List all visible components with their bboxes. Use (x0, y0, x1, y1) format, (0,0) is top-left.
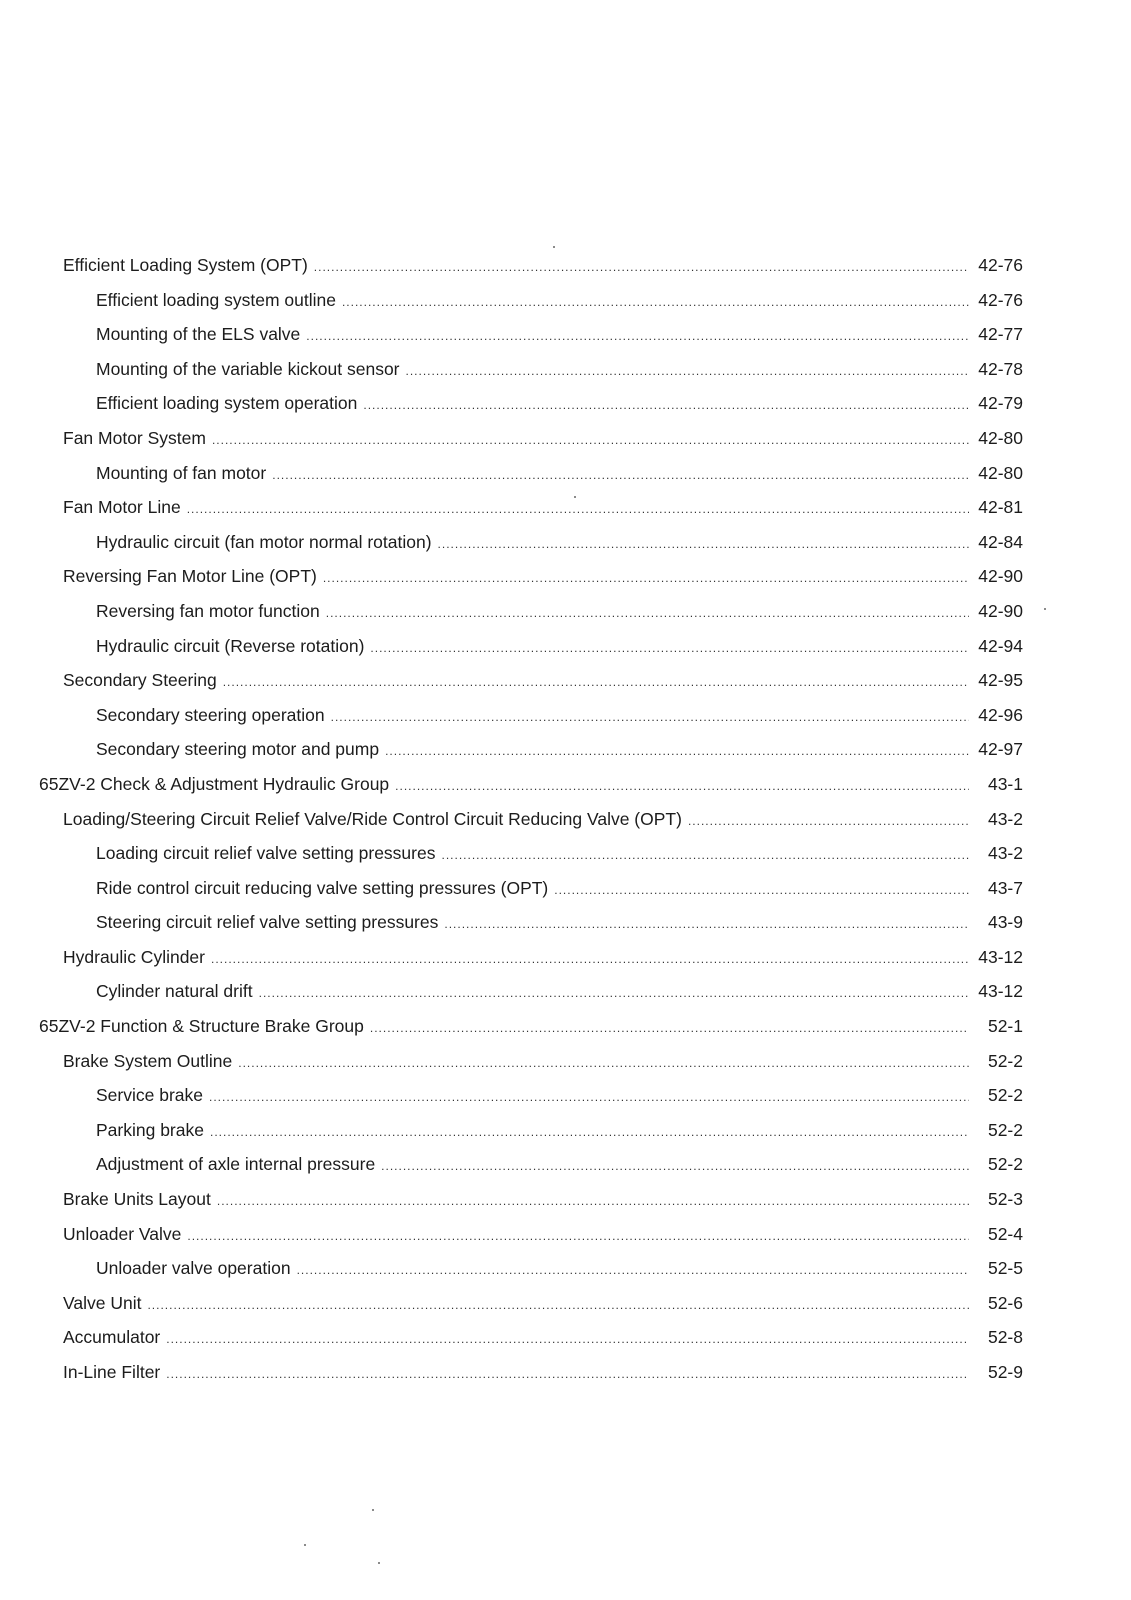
toc-entry (0, 386, 1131, 421)
toc-entry-title: Fan Motor System (63, 427, 206, 448)
toc-entry-title: Reversing Fan Motor Line (OPT) (63, 566, 317, 587)
dot-leader (342, 285, 969, 320)
toc-entry-title: Mounting of the ELS valve (96, 324, 301, 345)
toc-entry (0, 559, 1131, 594)
toc-entry-page: 42-79 (978, 393, 1023, 414)
toc-entry (0, 974, 1131, 1009)
dot-leader (166, 1357, 969, 1392)
toc-entry (0, 871, 1131, 906)
scan-speck (574, 496, 576, 498)
toc-entry-page: 43-7 (987, 877, 1023, 898)
toc-entry (0, 317, 1131, 352)
dot-leader (187, 492, 969, 527)
toc-entry (0, 1182, 1131, 1217)
toc-entry (0, 594, 1131, 629)
dot-leader (326, 596, 969, 631)
dot-leader (363, 388, 969, 423)
dot-leader (370, 1011, 969, 1046)
toc-entry-title: Steering circuit relief valve setting pressures (96, 912, 439, 933)
toc-entry-page: 42-76 (978, 255, 1023, 275)
toc-entry-page: 42-81 (978, 497, 1023, 518)
toc-entry-title: Fan Motor Line (63, 497, 181, 518)
toc-entry-title: Reversing fan motor function (96, 600, 320, 621)
toc-entry (0, 1009, 1131, 1044)
dot-leader (147, 1288, 969, 1323)
toc-entry (0, 1251, 1131, 1286)
toc-entry-page: 43-2 (987, 843, 1023, 864)
toc-entry-page: 52-2 (987, 1119, 1023, 1140)
toc-entry-title: Brake System Outline (63, 1050, 233, 1071)
toc-entry-title: Mounting of the variable kickout sensor (96, 358, 400, 379)
toc-entry-title: Efficient loading system outline (96, 289, 336, 310)
toc-entry (0, 1286, 1131, 1321)
toc-entry-page: 42-84 (978, 531, 1023, 552)
toc-entry-page: 42-76 (978, 289, 1023, 310)
toc-entry-page: 52-3 (987, 1189, 1023, 1210)
scan-speck (378, 1562, 380, 1564)
dot-leader (444, 907, 969, 942)
toc-entry-page: 52-9 (987, 1362, 1023, 1382)
toc-entry (0, 456, 1131, 491)
toc-entry-page: 52-2 (987, 1154, 1023, 1175)
toc-entry-page: 42-77 (978, 324, 1023, 345)
dot-leader (223, 665, 969, 700)
toc-entry-title: Service brake (96, 1085, 203, 1106)
toc-entry-page: 42-78 (978, 358, 1023, 379)
dot-leader (166, 1322, 969, 1357)
toc-entry (0, 629, 1131, 664)
scan-speck (1044, 608, 1046, 610)
toc-entry-page: 42-96 (978, 704, 1023, 725)
toc-entry-page: 52-8 (987, 1327, 1023, 1348)
dot-leader (297, 1253, 969, 1288)
scan-speck (553, 246, 555, 248)
toc-entry (0, 940, 1131, 975)
toc-entry-page: 42-80 (978, 427, 1023, 448)
toc-entry-title: 65ZV-2 Check & Adjustment Hydraulic Group (39, 773, 390, 794)
toc-entry-title: Adjustment of axle internal pressure (96, 1154, 376, 1175)
dot-leader (370, 631, 969, 666)
toc-entry-title: Brake Units Layout (63, 1189, 211, 1210)
dot-leader (438, 527, 969, 562)
toc-entry-title: Parking brake (96, 1119, 204, 1140)
toc-entry-title: Hydraulic circuit (fan motor normal rotation) (96, 531, 432, 552)
toc-entry (0, 490, 1131, 525)
dot-leader (306, 319, 969, 354)
toc-entry (0, 1113, 1131, 1148)
toc-entry-title: Unloader Valve (63, 1223, 182, 1244)
toc-entry-title: Ride control circuit reducing valve setting pressures (OPT) (96, 877, 549, 898)
toc-entry-page: 52-5 (987, 1258, 1023, 1279)
dot-leader (272, 458, 969, 493)
dot-leader (211, 942, 969, 977)
toc-entry (0, 767, 1131, 802)
toc-entry-page: 42-97 (978, 739, 1023, 760)
toc-entry (0, 1217, 1131, 1252)
toc-entry (0, 698, 1131, 733)
toc-entry-page: 42-90 (978, 600, 1023, 621)
toc-entry (0, 663, 1131, 698)
toc-entry (0, 1355, 1131, 1390)
toc-entry-title: Mounting of fan motor (96, 462, 267, 483)
toc-entry-page: 43-1 (987, 773, 1023, 794)
toc-entry-title: Loading/Steering Circuit Relief Valve/Ride Control Circuit Reducing Valve (OPT) (63, 808, 682, 829)
toc-entry-title: Cylinder natural drift (96, 981, 253, 1002)
toc-entry-page: 42-94 (978, 635, 1023, 656)
toc-entry-title: In-Line Filter (63, 1362, 161, 1382)
dot-leader (381, 1149, 969, 1184)
toc-entry-page: 43-9 (987, 912, 1023, 933)
toc-entry (0, 248, 1131, 283)
toc-entry (0, 905, 1131, 940)
toc-entry-page: 52-2 (987, 1085, 1023, 1106)
toc-entry-page: 43-12 (978, 981, 1023, 1002)
dot-leader (554, 873, 969, 908)
toc-entry-title: Secondary Steering (63, 670, 217, 691)
toc-entry-title: Accumulator (63, 1327, 161, 1348)
toc-entry (0, 1147, 1131, 1182)
toc-entry (0, 283, 1131, 318)
dot-leader (259, 976, 969, 1011)
toc-entry-page: 42-90 (978, 566, 1023, 587)
dot-leader (314, 250, 969, 285)
dot-leader (238, 1046, 969, 1081)
dot-leader (395, 769, 969, 804)
table-of-contents (0, 248, 1131, 1390)
toc-entry (0, 1044, 1131, 1079)
toc-entry-page: 52-1 (987, 1016, 1023, 1037)
dot-leader (209, 1080, 969, 1115)
toc-entry-page: 42-95 (978, 670, 1023, 691)
toc-entry-title: Loading circuit relief valve setting pressures (96, 843, 436, 864)
toc-entry-title: 65ZV-2 Function & Structure Brake Group (39, 1016, 364, 1037)
toc-entry-title: Valve Unit (63, 1292, 142, 1313)
toc-entry-title: Efficient loading system operation (96, 393, 358, 414)
toc-entry-title: Secondary steering motor and pump (96, 739, 380, 760)
toc-entry-page: 52-6 (987, 1292, 1023, 1313)
dot-leader (323, 561, 969, 596)
toc-entry (0, 802, 1131, 837)
dot-leader (406, 354, 970, 389)
scan-speck (304, 1544, 306, 1546)
toc-entry-title: Unloader valve operation (96, 1258, 291, 1279)
dot-leader (688, 804, 969, 839)
toc-entry-title: Hydraulic circuit (Reverse rotation) (96, 635, 365, 656)
toc-entry (0, 352, 1131, 387)
toc-entry (0, 1320, 1131, 1355)
scan-speck (372, 1509, 374, 1511)
toc-entry (0, 732, 1131, 767)
toc-entry-page: 43-12 (978, 946, 1023, 967)
toc-entry (0, 421, 1131, 456)
toc-entry (0, 525, 1131, 560)
dot-leader (210, 1115, 969, 1150)
toc-entry-page: 43-2 (987, 808, 1023, 829)
dot-leader (331, 700, 969, 735)
dot-leader (441, 838, 969, 873)
toc-entry-title: Secondary steering operation (96, 704, 325, 725)
dot-leader (187, 1219, 969, 1254)
toc-entry (0, 836, 1131, 871)
toc-entry-title: Efficient Loading System (OPT) (63, 255, 308, 275)
toc-entry-page: 42-80 (978, 462, 1023, 483)
dot-leader (217, 1184, 969, 1219)
toc-entry (0, 1078, 1131, 1113)
dot-leader (212, 423, 969, 458)
toc-entry-page: 52-4 (987, 1223, 1023, 1244)
dot-leader (385, 734, 969, 769)
toc-entry-page: 52-2 (987, 1050, 1023, 1071)
toc-entry-title: Hydraulic Cylinder (63, 946, 205, 967)
